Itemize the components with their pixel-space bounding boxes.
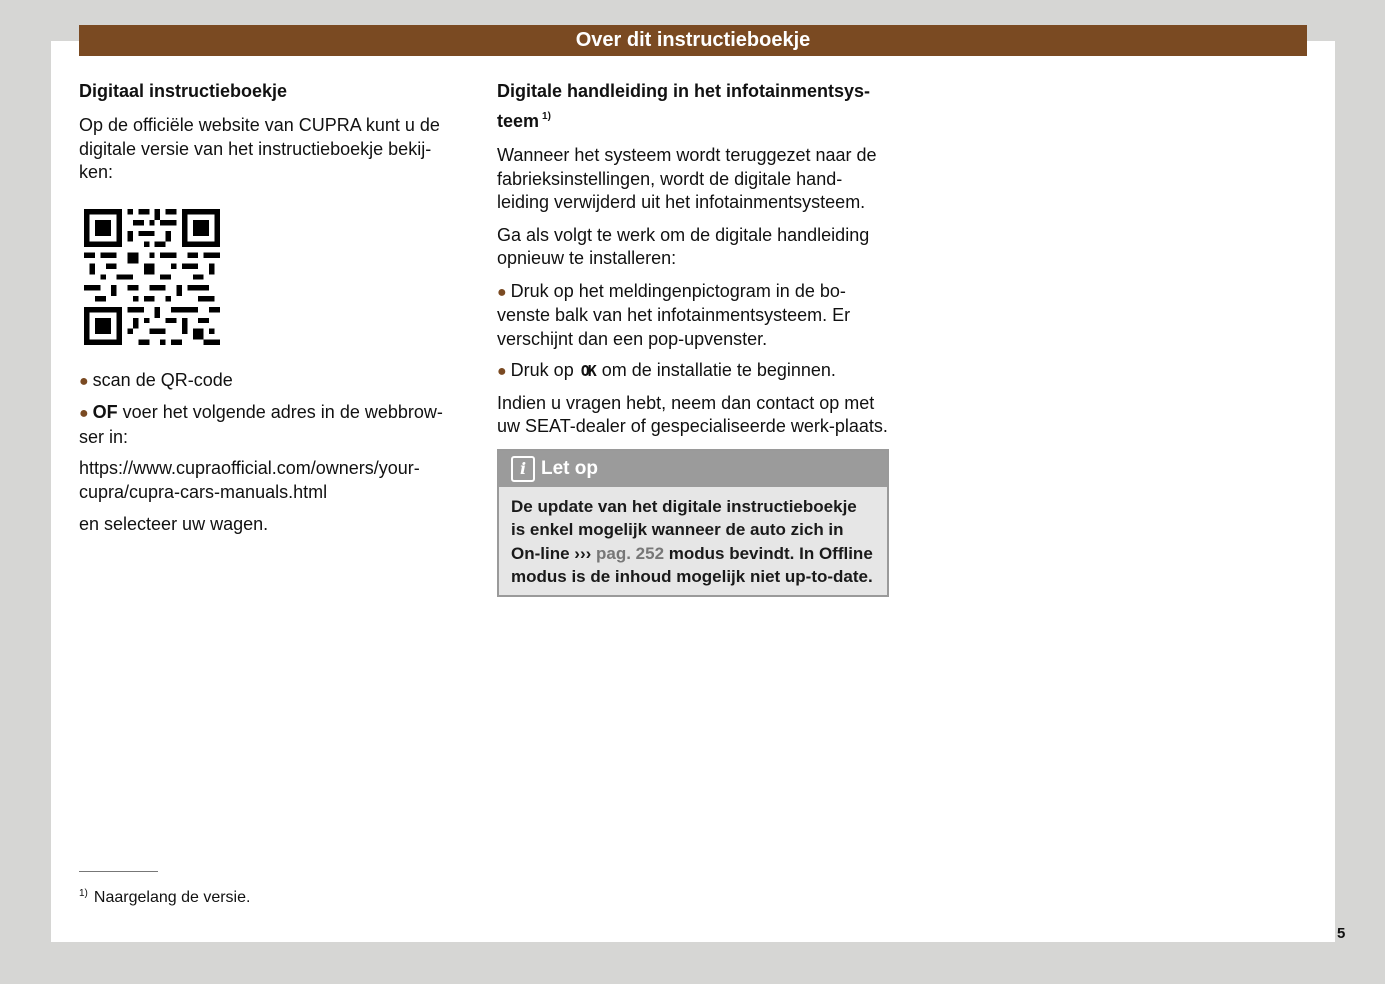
note-title: Let op: [541, 457, 598, 479]
footnote-marker: 1): [79, 888, 88, 899]
bullet-scan-qr: [79, 369, 464, 394]
bullet-dot-icon: ●: [79, 372, 89, 390]
footnote-ref: 1): [542, 111, 551, 122]
bullet-enter-url-text: voer het volgende adres in de webbrow-ser in:: [79, 402, 443, 447]
page-number: 5: [1337, 925, 1346, 942]
bullet-press-ok-post: om de installatie te beginnen.: [596, 360, 836, 380]
bullet-dot-icon: ●: [497, 363, 507, 380]
bullet-notification-icon: [497, 280, 889, 352]
note-body-pre: De update van het digitale instructieboekje is enkel mogelijk wanneer de auto zich in On-line: [511, 496, 857, 563]
bullet-scan-qr-text: scan de QR-code: [92, 369, 233, 390]
reset-paragraph: Wanneer het systeem wordt teruggezet naar de fabrieksinstellingen, wordt de digitale hand-leiding verwijderd uit het infotainmentsysteem.: [497, 145, 877, 212]
footnote: [79, 888, 250, 907]
chapter-title: Over dit instructieboekje: [575, 29, 811, 51]
section-heading-infotainment-text: Digitale handleiding in het infotainmentsys-teem: [497, 81, 871, 131]
manuals-url[interactable]: https://www.cupraofficial.com/owners/your-cupra/cupra-cars-manuals.html: [79, 458, 420, 502]
bullet-dot-icon: ●: [497, 283, 507, 301]
right-column: [497, 78, 889, 597]
bullet-dot-icon: ●: [79, 405, 89, 422]
chapter-header: [79, 25, 1307, 56]
intro-text: Op de officiële website van CUPRA kunt u de digitale versie van het instructieboekje bekij-ken:: [79, 115, 440, 182]
ok-icon: OK: [580, 362, 595, 380]
qr-code-icon[interactable]: [84, 209, 220, 345]
section-heading-infotainment: [497, 78, 889, 134]
note-header: [499, 451, 887, 487]
arrows-icon: ›››: [574, 543, 592, 563]
page-reference-link[interactable]: pag. 252: [596, 543, 665, 563]
bullet-press-ok: [497, 359, 889, 384]
closing-text: en selecteer uw wagen.: [79, 514, 269, 534]
bullet-or-bold: OF: [92, 402, 118, 422]
section-heading-digital-manual: Digitaal instructieboekje: [79, 81, 288, 101]
left-column: [79, 78, 464, 546]
contact-paragraph: Indien u vragen hebt, neem dan contact op met uw SEAT-dealer of gespecialiseerde werk-plaats.: [497, 392, 888, 436]
bullet-notification-text: Druk op het meldingenpictogram in de bo-venste balk van het infotainmentsysteem. Er verschijnt dan een pop-upvenster.: [497, 280, 851, 349]
note-body-post: modus bevindt. In Offline modus is de inhoud mogelijk niet up-to-date.: [511, 543, 873, 586]
bullet-enter-url: [79, 401, 464, 449]
bullet-press-ok-pre: Druk op: [510, 360, 579, 380]
footnote-text: Naargelang de versie.: [93, 889, 251, 906]
note-body: [499, 487, 887, 595]
reinstall-paragraph: Ga als volgt te werk om de digitale handleiding opnieuw te installeren:: [497, 224, 870, 268]
footnote-divider: [79, 871, 158, 872]
note-box: [497, 449, 889, 597]
info-icon: i: [511, 456, 535, 482]
